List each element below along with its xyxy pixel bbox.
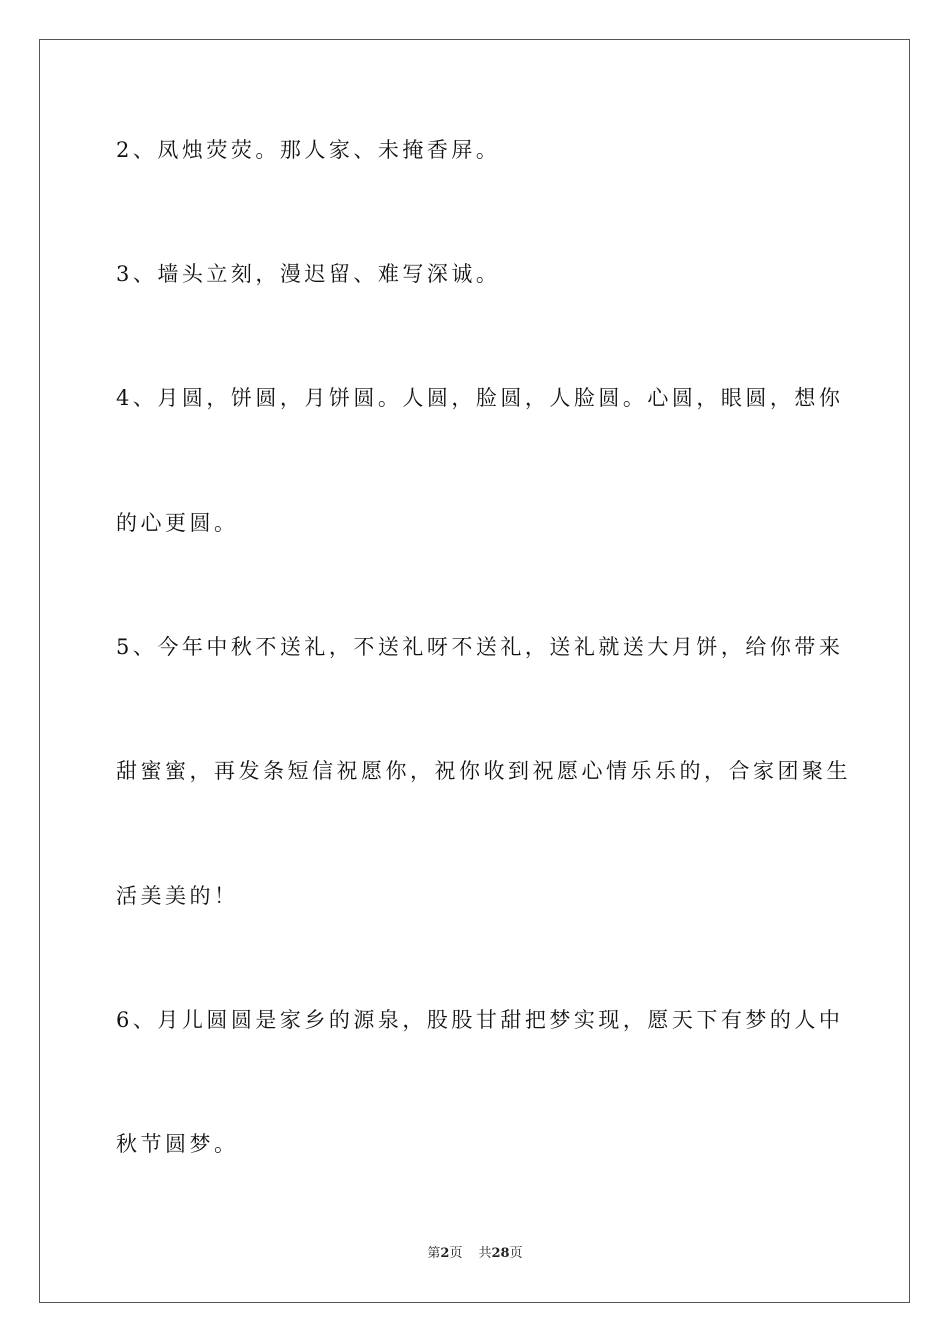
text-line-2: 3、墙头立刻，漫迟留、难写深诚。: [116, 262, 501, 286]
text-line-5: 5、今年中秋不送礼，不送礼呀不送礼，送礼就送大月饼，给你带来: [116, 635, 844, 659]
total-suffix: 页: [509, 1246, 523, 1261]
text-line-4: 的心更圆。: [116, 511, 239, 535]
page-number: 2: [440, 1246, 450, 1261]
total-prefix: 共: [478, 1246, 492, 1261]
text-line-9: 秋节圆梦。: [116, 1132, 239, 1156]
total-pages: 28: [491, 1246, 510, 1261]
text-line-1: 2、凤烛荧荧。那人家、未掩香屏。: [116, 138, 501, 162]
page-suffix: 页: [449, 1246, 463, 1261]
text-line-7: 活美美的！: [116, 884, 239, 908]
text-line-6: 甜蜜蜜，再发条短信祝愿你，祝你收到祝愿心情乐乐的，合家团聚生: [116, 759, 851, 783]
page-prefix: 第: [427, 1246, 441, 1261]
page-border: [39, 39, 910, 1303]
text-line-8: 6、月儿圆圆是家乡的源泉，股股甘甜把梦实现，愿天下有梦的人中: [116, 1008, 844, 1032]
page-footer: [0, 1245, 950, 1263]
text-line-3: 4、月圆，饼圆，月饼圆。人圆，脸圆，人脸圆。心圆，眼圆，想你: [116, 386, 844, 410]
